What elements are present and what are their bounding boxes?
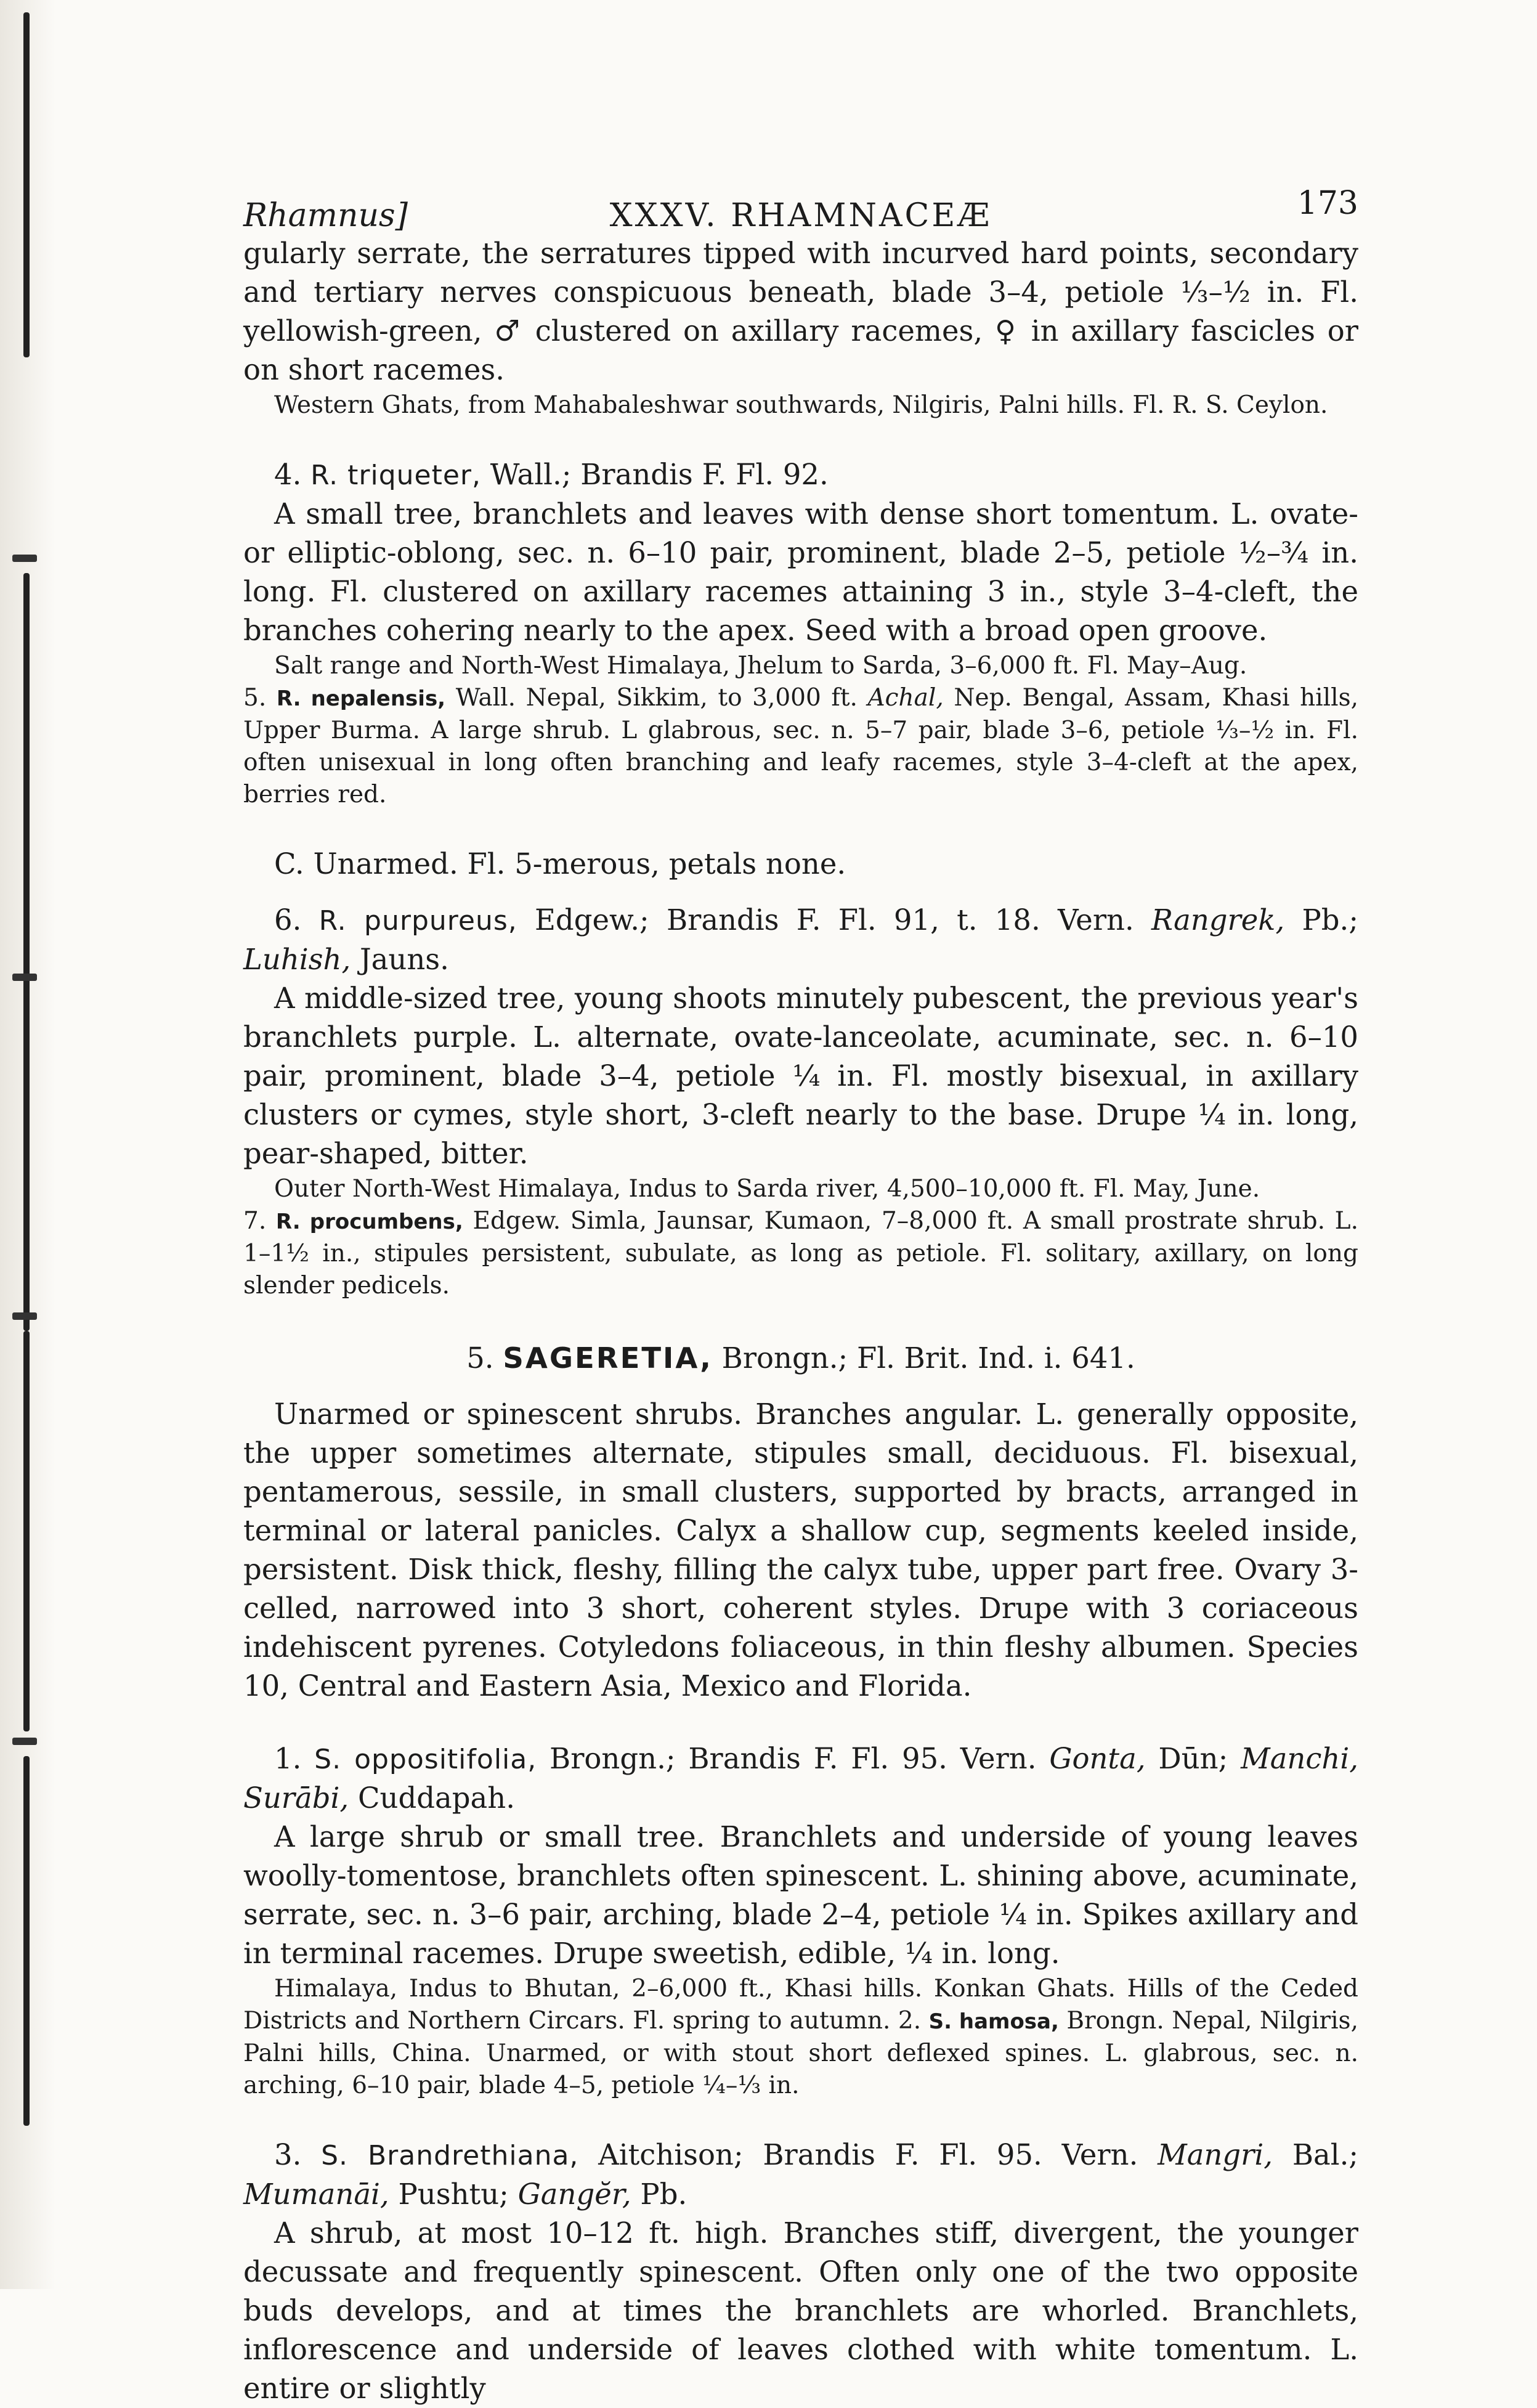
r7-entry bbox=[243, 1205, 1358, 1302]
binding-stitch bbox=[23, 573, 30, 1017]
binding-mark bbox=[12, 1312, 37, 1320]
s3-number: 3. bbox=[274, 2138, 302, 2171]
s1-description: A large shrub or small tree. Branchlets and underside of young leaves woolly-tomentose, branchlets often spinescent. L. shining above, acuminate, serrate, sec. n. 3–6 pair, arching, blade 2–4, petiole ¼ in. Spikes axillary and in terminal racemes. Drupe sweetish, edible, ¼ in. long. bbox=[243, 1820, 1358, 1970]
genus-number: 5. bbox=[466, 1341, 494, 1375]
s3-description: A shrub, at most 10–12 ft. high. Branches stiff, divergent, the younger decussate and frequently spinescent. Often only one of the two opposite buds develops, and at times the branchlets are whorled. Branchlets, inflorescence and underside of leaves clothed with white tomentum. L. entire or slightly bbox=[243, 2216, 1358, 2405]
s1-distribution-text: Himalaya, Indus to Bhutan, 2–6,000 ft., Khasi hills. Konkan Ghats. Hills of the Ceded Districts and Northern Circars. Fl. spring to autumn. bbox=[243, 1975, 1358, 2035]
sageretia-description: Unarmed or spinescent shrubs. Branches angular. L. generally opposite, the upper sometimes alternate, stipules small, deciduous. Fl. bisexual, pentamerous, sessile, in small clusters, supported by bracts, arranged in terminal or lateral panicles. Calyx a shallow cup, segments keeled inside, persistent. Disk thick, fleshy, filling the calyx tube, upper part free. Ovary 3-celled, narrowed into 3 short, coherent styles. Drupe with 3 coriaceous indehiscent pyrenes. Cotyledons foliaceous, in thin fleshy albumen. Species 10, Central and Eastern Asia, Mexico and Florida. bbox=[243, 1397, 1358, 1702]
r7-text: Edgew. Simla, Jaunsar, Kumaon, 7–8,000 ft. A small prostrate shrub. L. 1–1½ in., stipules persistent, subulate, as long as petiole. Fl. solitary, axillary, on long slender pedicels. bbox=[243, 1207, 1358, 1300]
s3-vernacular-1-location: Bal.; bbox=[1292, 2138, 1359, 2171]
r5-number: 5. bbox=[243, 684, 267, 712]
r7-number: 7. bbox=[243, 1207, 267, 1235]
r4-description: A small tree, branchlets and leaves with dense short tomentum. L. ovate- or elliptic-oblong, sec. n. 6–10 pair, prominent, blade 2–5, petiole ½–¾ in. long. Fl. clustered on axillary racemes attaining 3 in., style 3–4-cleft, the branches cohering nearly to the apex. Seed with a broad open groove. bbox=[243, 497, 1358, 647]
binding-stitch bbox=[23, 12, 30, 357]
binding-mark bbox=[12, 1738, 37, 1745]
s3-vernacular-1: Mangri, bbox=[1158, 2138, 1273, 2171]
r6-vernacular-1-location: Pb.; bbox=[1302, 903, 1358, 937]
binding-stitch bbox=[23, 1756, 30, 2126]
s1-species-name: S. oppositifolia, bbox=[314, 1744, 537, 1775]
r6-heading bbox=[243, 901, 1358, 979]
r4-distribution: Salt range and North-West Himalaya, Jhelum to Sarda, 3–6,000 ft. Fl. May–Aug. bbox=[274, 652, 1247, 680]
r5-species-name: R. nepalensis, bbox=[276, 686, 446, 711]
r5-vernacular: Achal, bbox=[867, 684, 944, 712]
s1-vernacular-2-location: Cuddapah. bbox=[357, 1781, 515, 1815]
r4-number: 4. bbox=[274, 458, 302, 491]
r6-distribution: Outer North-West Himalaya, Indus to Sarda river, 4,500–10,000 ft. Fl. May, June. bbox=[274, 1175, 1260, 1203]
binding-stitch bbox=[23, 998, 30, 1331]
book-page bbox=[243, 185, 1358, 2408]
s3-heading bbox=[243, 2136, 1358, 2214]
r6-authority: Edgew.; Brandis F. Fl. 91, t. 18. Vern. bbox=[534, 903, 1134, 937]
s1-vernacular-1: Gonta, bbox=[1049, 1742, 1146, 1775]
binding-mark bbox=[12, 555, 37, 562]
running-header bbox=[243, 185, 1358, 234]
s2-species-name: S. hamosa, bbox=[928, 2009, 1059, 2034]
genus-authority: Brongn.; Fl. Brit. Ind. i. 641. bbox=[721, 1341, 1135, 1375]
page-number: 173 bbox=[1297, 185, 1358, 222]
s3-vernacular-2: Mumanāi, bbox=[243, 2178, 389, 2211]
header-family: XXXV. RHAMNACEÆ bbox=[609, 197, 992, 234]
binding-stitch bbox=[23, 1331, 30, 1731]
r6-number: 6. bbox=[274, 903, 302, 937]
binding-mark bbox=[12, 974, 37, 981]
r7-species-name: R. procumbens, bbox=[275, 1210, 463, 1234]
r4-authority: Wall.; Brandis F. Fl. 92. bbox=[490, 458, 829, 491]
r4-heading bbox=[243, 455, 1358, 495]
s1-heading bbox=[243, 1739, 1358, 1818]
r5-text-a: Wall. Nepal, Sikkim, to 3,000 ft. bbox=[455, 684, 858, 712]
s3-vernacular-3-location: Pb. bbox=[640, 2178, 687, 2211]
s1-number: 1. bbox=[274, 1742, 302, 1775]
r6-description: A middle-sized tree, young shoots minutely pubescent, the previous year's branchlets purple. L. alternate, ovate-lanceolate, acuminate, sec. n. 6–10 pair, prominent, blade 3–4, petiole ¼ in. Fl. mostly bisexual, in axillary clusters or cymes, style short, 3-cleft nearly to the base. Drupe ¼ in. long, pear-shaped, bitter. bbox=[243, 982, 1358, 1170]
s1-distribution bbox=[243, 1973, 1358, 2102]
genus-name: SAGERETIA, bbox=[503, 1341, 713, 1375]
s3-species-name: S. Brandrethiana, bbox=[321, 2140, 579, 2171]
s2-text: Brongn. Nepal, Nilgiris, Palni hills, China. Unarmed, or with stout short deflexed spines. L. glabrous, sec. n. arching, 6–10 pair, blade 4–5, petiole ¼–⅓ in. bbox=[243, 2007, 1358, 2099]
r4-species-name: R. triqueter, bbox=[310, 460, 481, 491]
r5-entry bbox=[243, 682, 1358, 811]
s3-vernacular-3: Gangĕr, bbox=[517, 2178, 631, 2211]
s1-vernacular-2: Manchi, Surābi, bbox=[243, 1742, 1359, 1815]
page-binding-edge bbox=[0, 0, 55, 2289]
r5-text-b: Nep. Bengal, Assam, Khasi hills, Upper Burma. A large shrub. L glabrous, sec. n. 5–7 pair, blade 3–6, petiole ⅓–½ in. Fl. often unisexual in long often branching and leafy racemes, style 3–4-cleft at the apex, berries red. bbox=[243, 684, 1359, 808]
s1-authority: Brongn.; Brandis F. Fl. 95. Vern. bbox=[550, 1742, 1037, 1775]
s3-vernacular-2-location: Pushtu; bbox=[398, 2178, 509, 2211]
r6-vernacular-1: Rangrek, bbox=[1151, 903, 1285, 937]
s3-authority: Aitchison; Brandis F. Fl. 95. Vern. bbox=[598, 2138, 1138, 2171]
section-c-heading: C. Unarmed. Fl. 5-merous, petals none. bbox=[274, 847, 846, 881]
header-genus: Rhamnus] bbox=[243, 197, 408, 234]
s1-vernacular-1-location: Dūn; bbox=[1158, 1742, 1228, 1775]
s2-number: 2. bbox=[898, 2007, 922, 2035]
r6-species-name: R. purpureus, bbox=[318, 905, 517, 937]
r6-vernacular-2-location: Jauns. bbox=[360, 943, 449, 976]
r6-vernacular-2: Luhish, bbox=[243, 943, 351, 976]
sageretia-genus-heading bbox=[243, 1339, 1358, 1378]
r3-description: gularly serrate, the serratures tipped with incurved hard points, secondary and tertiary nerves conspicuous beneath, blade 3–4, petiole ⅓–½ in. Fl. yellowish-green, ♂ clustered on axillary racemes, ♀ in axillary fascicles or on short racemes. bbox=[243, 237, 1358, 386]
r3-distribution: Western Ghats, from Mahabaleshwar southwards, Nilgiris, Palni hills. Fl. R. S. Ceylon. bbox=[274, 391, 1328, 419]
